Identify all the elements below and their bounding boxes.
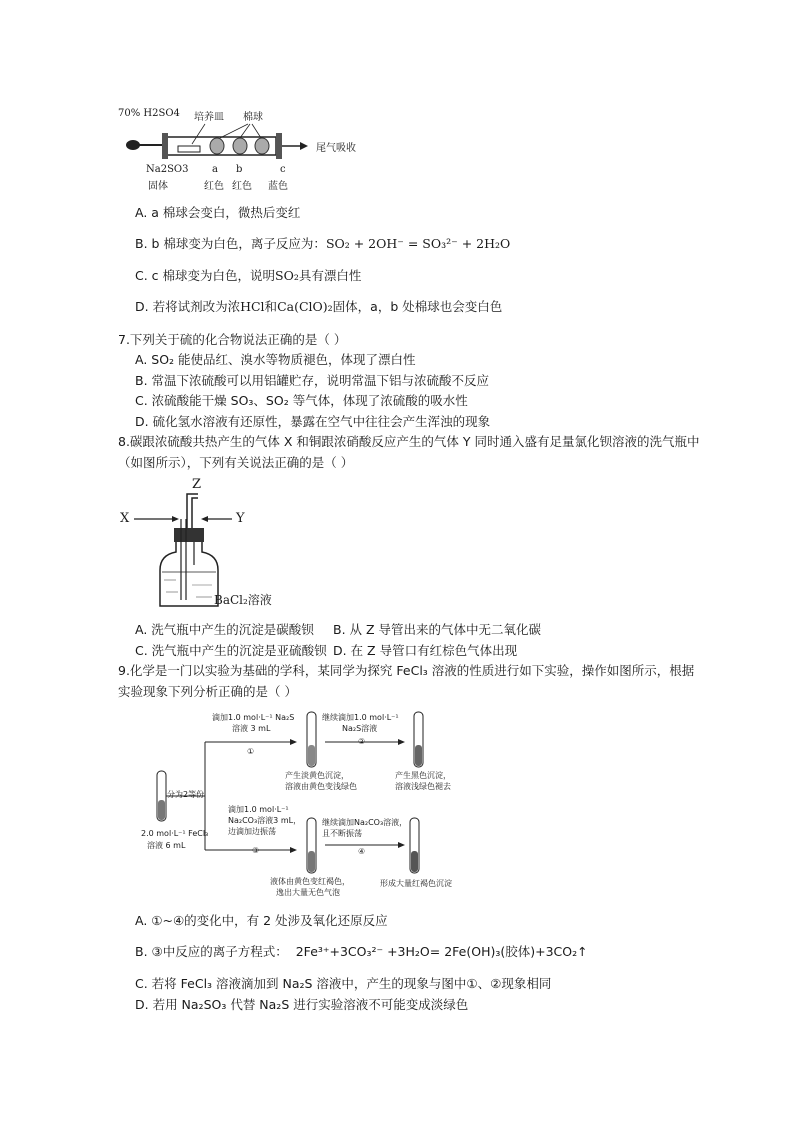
- split-label: 分为2等份: [167, 790, 205, 799]
- step4-line1: 继续滴加Na₂CO₃溶液，: [322, 818, 408, 827]
- q8-option-b: B. 从 Z 导管出来的气体中无二氧化碳: [333, 622, 542, 637]
- q7-option-b: B. 常温下浓硫酸可以用铝罐贮存，说明常温下铝与浓硫酸不反应: [135, 373, 490, 388]
- q8-option-d: D. 在 Z 导管口有红棕色气体出现: [333, 643, 518, 658]
- q6-option-d-formula: Ca(ClO)₂: [277, 299, 333, 314]
- step1-line1: 滴加1.0 mol·L⁻¹ Na₂S: [212, 713, 295, 722]
- q6-option-b-text: B. b 棉球变为白色，离子反应为：: [135, 236, 326, 251]
- q9-option-b-equation: 2Fe³⁺+3CO₃²⁻ +3H₂O= 2Fe(OH)₃(胶体)+3CO₂↑: [295, 944, 588, 959]
- h2so4-label: 70% H2SO4: [118, 108, 180, 119]
- c-color: 蓝色: [268, 181, 288, 192]
- obs1-line2: 溶液由黄色变浅绿色: [285, 782, 357, 791]
- letter-a: a: [212, 164, 218, 175]
- q9-option-b-text: B. ③中反应的离子方程式：: [135, 944, 288, 959]
- q8-option-c: C. 洗气瓶中产生的沉淀是亚硫酸钡: [135, 643, 327, 658]
- b-color: 红色: [232, 181, 252, 192]
- q7-option-c: C. 浓硫酸能干燥 SO₃、SO₂ 等气体，体现了浓硫酸的吸水性: [135, 393, 468, 408]
- q6-option-c-formula: SO₂: [275, 268, 299, 283]
- obs4-label: 形成大量红褐色沉淀: [380, 879, 452, 888]
- q9-stem-line2: 实验现象下列分析正确的是（ ）: [118, 684, 297, 699]
- step4-num: ④: [358, 847, 366, 856]
- start-label-2: 溶液 6 mL: [147, 841, 186, 850]
- letter-c: c: [280, 164, 286, 175]
- obs2-line1: 产生黑色沉淀，: [395, 771, 451, 780]
- label-z: Z: [192, 477, 202, 492]
- q6-option-d-suffix: 固体，a，b 处棉球也会变白色: [332, 299, 503, 314]
- exhaust-label: 尾气吸收: [316, 143, 356, 154]
- q6-option-d-text: D. 若将试剂改为浓: [135, 299, 241, 314]
- q6-option-c-suffix: 具有漂白性: [298, 268, 362, 283]
- q8-stem-line1: 8.碳跟浓硫酸共热产生的气体 X 和铜跟浓硝酸反应产生的气体 Y 同时通入盛有足量氯化钡溶液的洗气瓶中: [118, 434, 700, 449]
- obs3-line2: 逸出大量无色气泡: [276, 888, 340, 897]
- q9-option-d: D. 若用 Na₂SO₃ 代替 Na₂S 进行实验溶液不可能变成淡绿色: [135, 997, 469, 1012]
- cotton-label: 棉球: [243, 112, 263, 123]
- q7-option-d: D. 硫化氢水溶液有还原性，暴露在空气中往往会产生浑浊的现象: [135, 414, 491, 429]
- step3-line1: 滴加1.0 mol·L⁻¹: [228, 805, 289, 814]
- label-x: X: [120, 511, 130, 526]
- q9-stem-line1: 9.化学是一门以实验为基础的学科，某同学为探究 FeCl₃ 溶液的性质进行如下实验，操作如图所示，根据: [118, 663, 695, 678]
- q6-option-a: A. a 棉球会变白，微热后变红: [135, 205, 301, 220]
- obs1-line1: 产生淡黄色沉淀，: [285, 771, 349, 780]
- step3-line2: Na₂CO₃溶液3 mL，: [228, 816, 302, 825]
- step3-num: ③: [252, 846, 260, 855]
- step1-line2: 溶液 3 mL: [232, 724, 271, 733]
- q8-option-a: A. 洗气瓶中产生的沉淀是碳酸钡: [135, 622, 314, 637]
- q6-option-c-text: C. c 棉球变为白色，说明: [135, 268, 276, 283]
- q7-option-a: A. SO₂ 能使品红、溴水等物质褪色，体现了漂白性: [135, 352, 416, 367]
- q9-option-a: A. ①~④的变化中，有 2 处涉及氧化还原反应: [135, 913, 388, 928]
- letter-b: b: [236, 164, 243, 175]
- q6-option-d-and: 和: [264, 299, 278, 314]
- na2so3-label: Na2SO3: [146, 164, 189, 175]
- step2-line2: Na₂S溶液: [342, 724, 378, 733]
- q6-option-b-equation: SO₂ + 2OH⁻ = SO₃²⁻ + 2H₂O: [325, 236, 511, 251]
- q7-stem: 7.下列关于硫的化合物说法正确的是（ ）: [118, 332, 347, 347]
- step2-line1: 继续滴加1.0 mol·L⁻¹: [322, 713, 399, 722]
- obs2-line2: 溶液浅绿色褪去: [395, 782, 451, 791]
- label-y: Y: [236, 511, 245, 526]
- q8-stem-line2: （如图所示），下列有关说法正确的是（ ）: [118, 455, 354, 470]
- dish-label: 培养皿: [194, 112, 224, 123]
- a-color: 红色: [204, 181, 224, 192]
- obs3-line1: 液体由黄色变红褐色，: [270, 877, 350, 886]
- solid-label: 固体: [148, 181, 168, 192]
- start-label-1: 2.0 mol·L⁻¹ FeCl₃: [141, 829, 209, 838]
- q9-option-c: C. 若将 FeCl₃ 溶液滴加到 Na₂S 溶液中，产生的现象与图中①、②现象相同: [135, 976, 552, 991]
- q6-option-d-hcl: HCl: [240, 299, 265, 314]
- step3-line3: 边滴加边振荡: [228, 827, 276, 836]
- step2-num: ②: [358, 737, 366, 746]
- label-bacl2: BaCl₂溶液: [214, 593, 272, 607]
- step1-num: ①: [247, 747, 255, 756]
- q9-option-b: [135, 942, 588, 960]
- step4-line2: 且不断振荡: [322, 829, 362, 838]
